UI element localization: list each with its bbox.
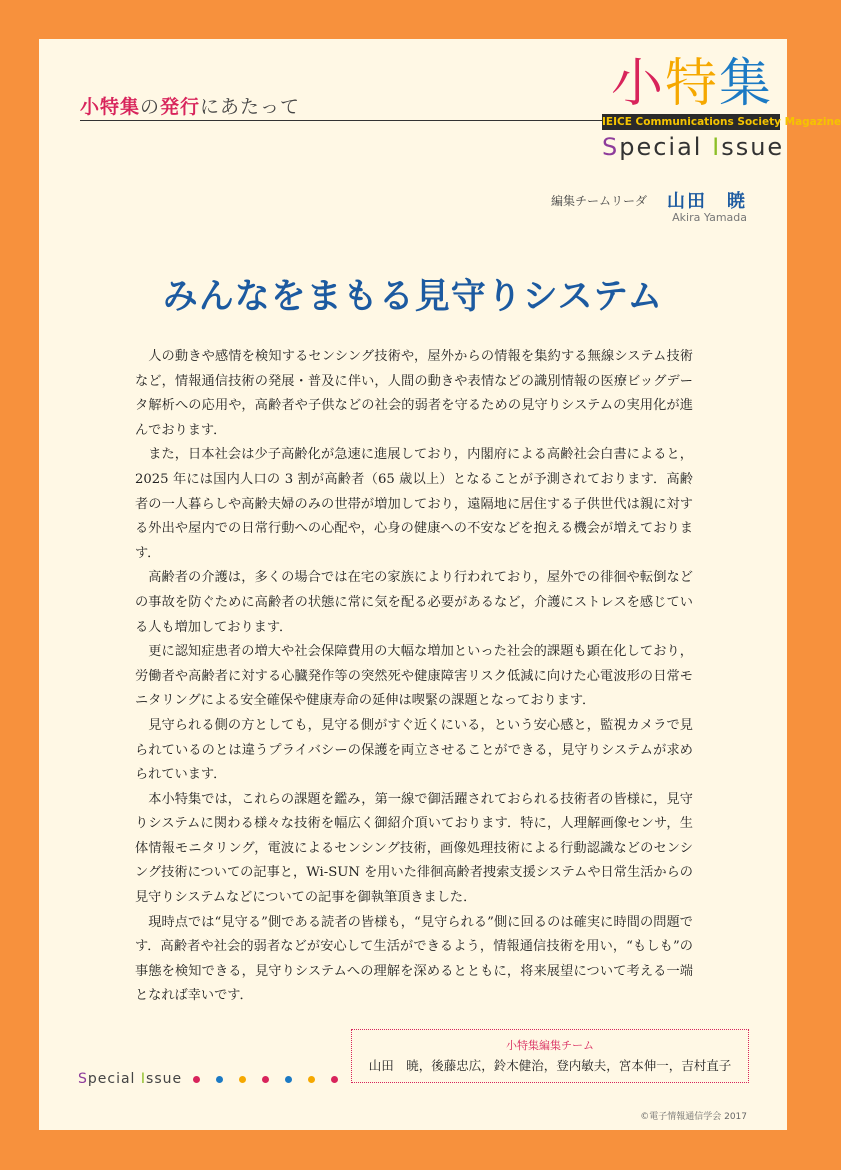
logo-kanji-char: 集 — [718, 54, 773, 114]
page-title: みんなをまもる見守りシステム — [162, 277, 664, 317]
editorial-team-box — [351, 1029, 749, 1083]
paragraph: 高齢者の介護は，多くの場合では在宅の家族により行われており，屋外での徘徊や転倒などの事故を防ぐために高齢者の状態に常に気を配る必要があるなど，介護にストレスを感じている人も増加しております． — [135, 570, 693, 635]
body-text — [135, 345, 693, 1009]
leader-name: 山田 暁 — [667, 191, 747, 212]
paragraph: 更に認知症患者の増大や社会保障費用の大幅な増加といった社会的課題も顕在化しており，労働者や高齢者に対する心臓発作等の突然死や健康障害リスク低減に向けた心電波形の日常モニタリングによる安全確保や健康寿命の延伸は喫緊の課題となっております． — [135, 644, 693, 709]
header-label-part: 発行 — [160, 96, 201, 118]
special-issue-part: ssue — [146, 1071, 183, 1087]
paragraph: 見守られる側の方としても，見守る側がすぐ近くにいる，という安心感と，監視カメラで見られているのとは違うプライバシーの保護を両立させることができる，見守りシステムが求められています． — [135, 717, 693, 783]
header-label-part: の — [140, 96, 161, 118]
page — [39, 39, 841, 1130]
copyright: ©電子情報通信学会 2017 — [640, 1112, 747, 1122]
section-header-label — [80, 92, 300, 119]
paragraph: また，日本社会は少子高齢化が急速に進展しており，内閣府による高齢社会白書によると，2025 年には国内人口の 3 割が高齢者（65 歳以上）となることが予測されております．高齢者の一人暮らしや高齢夫婦のみの世帯が増加しており，遠隔地に居住する子供世代は親に対する外出や屋内での日常行動への心配や，心身の健康への不安などを抱える機会が増えております． — [135, 447, 693, 561]
decorative-dot — [193, 1076, 200, 1083]
leader-roman-name: Akira Yamada — [672, 211, 747, 224]
special-issue-part: S — [78, 1071, 88, 1087]
decorative-dot — [262, 1076, 269, 1083]
special-issue-part: pecial — [87, 1071, 141, 1087]
paragraph: 現時点では“見守る”側である読者の皆様も，“見守られる”側に回るのは確実に時間の問題です．高齢者や社会的弱者などが安心して生活ができるよう，情報通信技術を用い，“もしも”の事態を検知できる，見守りシステムへの理解を深めるとともに，将来展望について考える一端となれば幸いです． — [135, 914, 693, 1004]
logo-special-issue-text — [602, 133, 784, 161]
decorative-dot — [308, 1076, 315, 1083]
logo-kanji-char: 小 — [610, 54, 665, 114]
special-issue-part: ssue — [721, 133, 785, 161]
footer-special-issue — [78, 1071, 182, 1087]
special-issue-part: pecial — [619, 133, 713, 161]
team-leader — [550, 187, 747, 224]
paragraph: 本小特集では，これらの課題を鑑み，第一線で御活躍されておられる技術者の皆様に，見守りシステムに関わる様々な技術を幅広く御紹介頂いております．特に，人理解画像センサ，生体情報モニタリング，電波によるセンシング技術，画像処理技術による行動認識などのセンシング技術についての記事と，Wi-SUN を用いた徘徊高齢者捜索支援システムや日常生活からの見守りシステムなどについての記事を御執筆頂きました． — [135, 791, 693, 906]
decorative-dot — [216, 1076, 223, 1083]
logo-kanji — [611, 53, 773, 115]
header-label-part: にあたって — [200, 96, 301, 118]
special-issue-logo — [601, 53, 841, 193]
logo-kanji-char: 特 — [664, 54, 719, 114]
special-issue-part: I — [712, 133, 722, 161]
decorative-dots — [193, 1076, 338, 1083]
special-issue-part: S — [602, 133, 620, 161]
paragraph: 人の動きや感情を検知するセンシング技術や，屋外からの情報を集約する無線システム技術など，情報通信技術の発展・普及に伴い，人間の動きや表情などの識別情報の医療ビッグデータ解析への応用や，高齢者や子供などの社会的弱者を守るための見守りシステムの実用化が進んでおります． — [135, 349, 693, 438]
orange-side-band — [0, 39, 39, 185]
header-rule — [80, 120, 640, 121]
decorative-dot — [331, 1076, 338, 1083]
decorative-dot — [285, 1076, 292, 1083]
magazine-name-band: IEICE Communications Society Magazine — [602, 116, 841, 128]
team-title: 小特集編集チーム — [506, 1039, 594, 1052]
decorative-dot — [239, 1076, 246, 1083]
header-label-part: 小特集 — [80, 96, 141, 118]
team-members: 山田 暁，後藤忠広，鈴木健治，登内敏夫，宮本伸一，吉村直子 — [368, 1058, 732, 1073]
special-issue-part: I — [140, 1071, 147, 1087]
leader-role: 編集チームリーダ — [550, 193, 647, 208]
